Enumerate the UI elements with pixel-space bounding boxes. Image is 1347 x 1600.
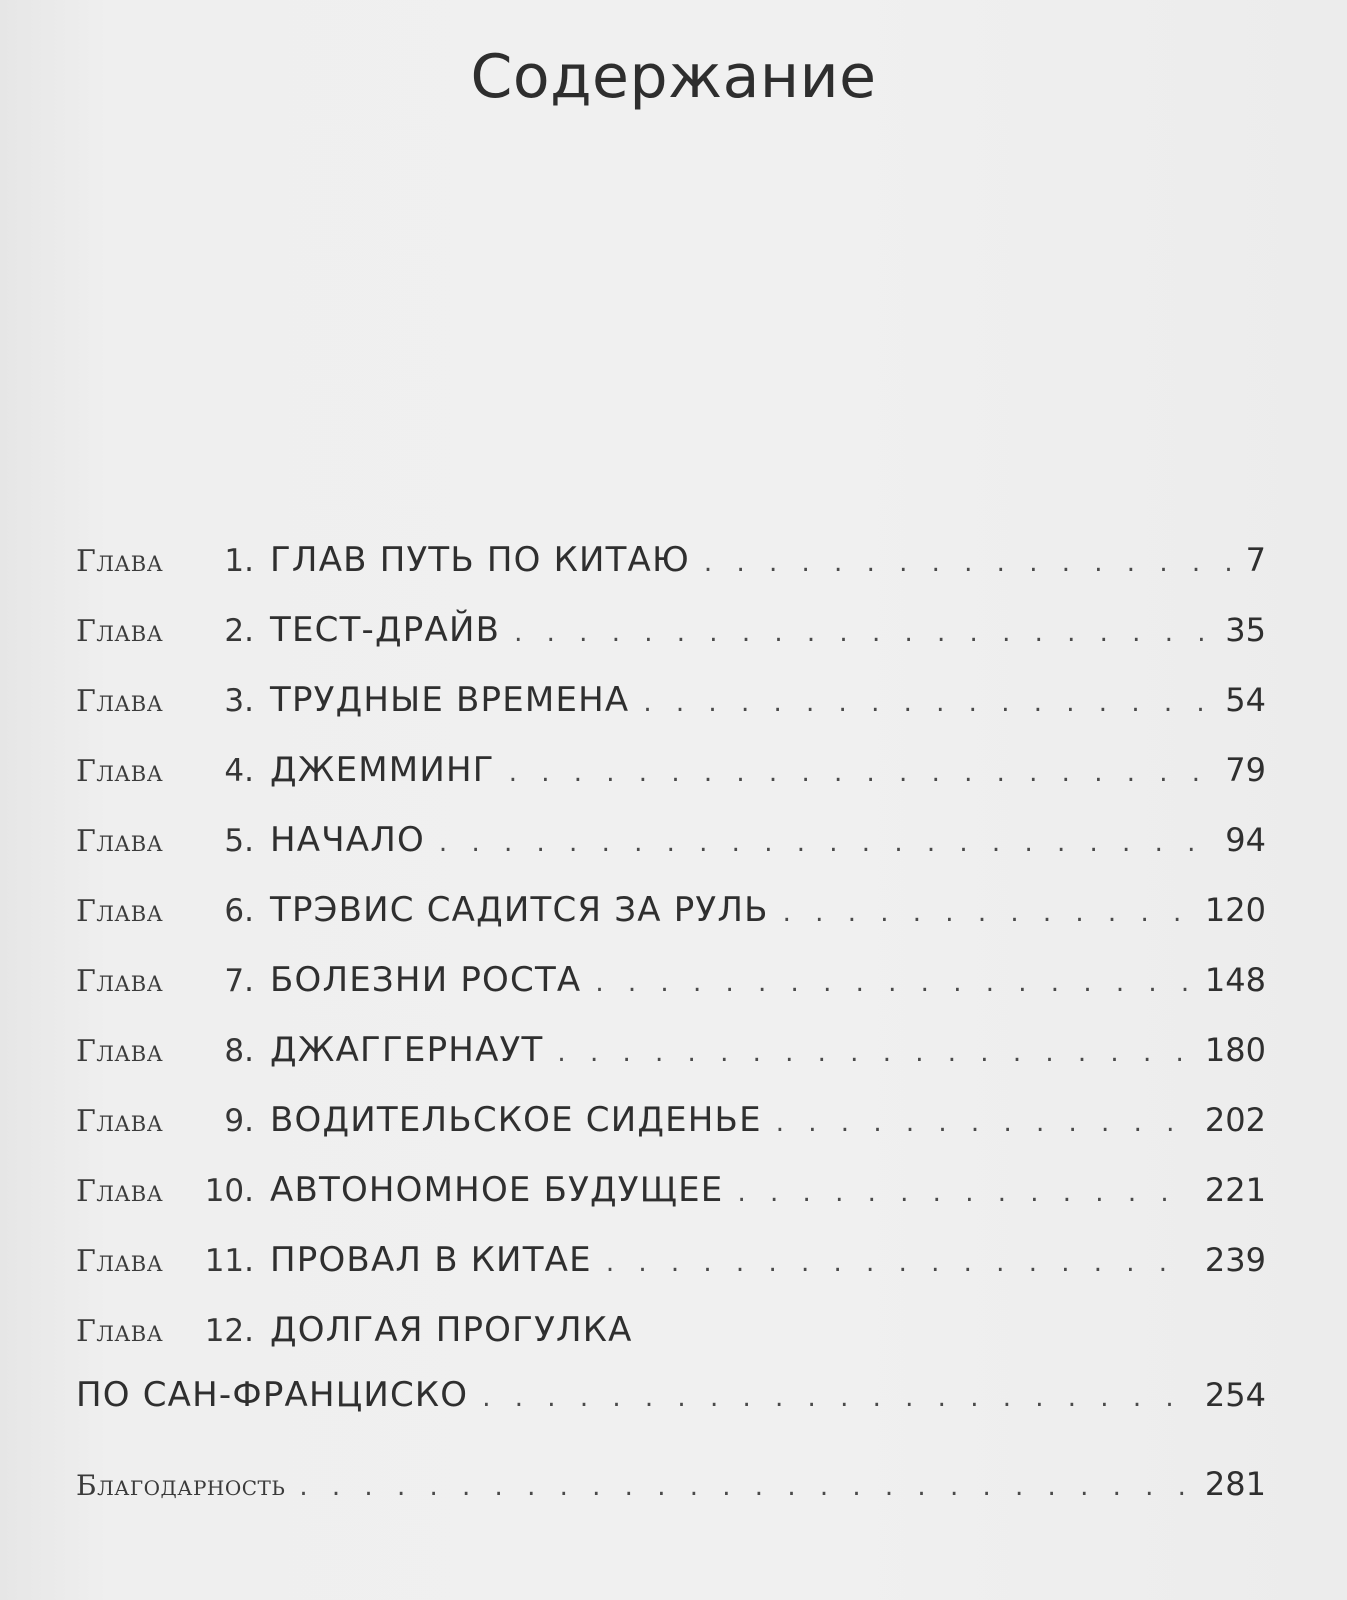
chapter-label: Глава xyxy=(76,1104,164,1139)
chapter-title: АВТОНОМНОЕ БУДУЩЕЕ xyxy=(270,1170,724,1210)
chapter-title: ДЖЕММИНГ xyxy=(270,750,495,790)
chapter-number: 7. xyxy=(224,963,254,999)
chapter-number: 9. xyxy=(224,1103,254,1139)
chapter-title: ТРЭВИС САДИТСЯ ЗА РУЛЬ xyxy=(270,890,769,930)
page-title: Содержание xyxy=(470,42,877,112)
page-number: 94 xyxy=(1225,821,1266,859)
chapter-number: 1. xyxy=(224,543,254,579)
chapter-title: НАЧАЛО xyxy=(270,820,425,860)
chapter-label: Глава xyxy=(76,1174,164,1209)
toc-entry xyxy=(76,680,1266,740)
page-number: 54 xyxy=(1225,681,1266,719)
page-number: 35 xyxy=(1225,611,1266,649)
page-number: 7 xyxy=(1245,541,1266,579)
chapter-number: 10. xyxy=(204,1173,254,1209)
toc-entry xyxy=(76,540,1266,600)
chapter-label: Глава xyxy=(76,894,164,929)
dot-leader xyxy=(704,548,1232,578)
page-number: 79 xyxy=(1225,751,1266,789)
chapter-title: ГЛАВ ПУТЬ ПО КИТАЮ xyxy=(270,540,690,580)
chapter-label: Глава xyxy=(76,824,164,859)
dot-leader xyxy=(776,1108,1191,1138)
chapter-number: 11. xyxy=(204,1243,254,1279)
chapter-number: 8. xyxy=(224,1033,254,1069)
toc-entry-continuation xyxy=(76,1375,1266,1435)
chapter-title: ТРУДНЫЕ ВРЕМЕНА xyxy=(270,680,630,720)
dot-leader xyxy=(595,968,1191,998)
acknowledgements-label: Благодарность xyxy=(76,1469,286,1502)
dot-leader xyxy=(783,898,1191,928)
toc-entry xyxy=(76,1100,1266,1160)
dot-leader xyxy=(299,1472,1191,1502)
page-number: 148 xyxy=(1204,961,1266,999)
dot-leader xyxy=(606,1248,1191,1278)
dot-leader xyxy=(482,1383,1191,1413)
chapter-label: Глава xyxy=(76,1034,164,1069)
chapter-title: ПРОВАЛ В КИТАЕ xyxy=(270,1240,592,1280)
toc-entry xyxy=(76,960,1266,1020)
dot-leader xyxy=(514,618,1211,648)
chapter-label: Глава xyxy=(76,684,164,719)
chapter-number: 2. xyxy=(224,613,254,649)
dot-leader xyxy=(643,688,1211,718)
chapter-title: ВОДИТЕЛЬСКОЕ СИДЕНЬЕ xyxy=(270,1100,762,1140)
toc-entry xyxy=(76,1310,1266,1370)
chapter-title: БОЛЕЗНИ РОСТА xyxy=(270,960,582,1000)
toc-entry-acknowledgements xyxy=(76,1465,1266,1525)
page-number: 180 xyxy=(1204,1031,1266,1069)
page-number: 221 xyxy=(1204,1171,1266,1209)
dot-leader xyxy=(557,1038,1191,1068)
page-number: 254 xyxy=(1204,1376,1266,1414)
chapter-label: Глава xyxy=(76,1244,164,1279)
toc-entry xyxy=(76,1240,1266,1300)
dot-leader xyxy=(509,758,1212,788)
toc-entry xyxy=(76,750,1266,810)
chapter-number: 4. xyxy=(224,753,254,789)
chapter-number: 3. xyxy=(224,683,254,719)
page-number: 202 xyxy=(1204,1101,1266,1139)
dot-leader xyxy=(737,1178,1190,1208)
page-number: 239 xyxy=(1204,1241,1266,1279)
chapter-title: ТЕСТ-ДРАЙВ xyxy=(270,610,501,650)
toc-entry xyxy=(76,1030,1266,1090)
chapter-label: Глава xyxy=(76,544,164,579)
dot-leader xyxy=(439,828,1211,858)
chapter-label: Глава xyxy=(76,754,164,789)
chapter-label: Глава xyxy=(76,964,164,999)
chapter-number: 5. xyxy=(224,823,254,859)
toc-entry xyxy=(76,1170,1266,1230)
page-number: 281 xyxy=(1204,1465,1266,1503)
chapter-label: Глава xyxy=(76,1314,164,1349)
chapter-number: 12. xyxy=(204,1313,254,1349)
toc-entry xyxy=(76,890,1266,950)
chapter-label: Глава xyxy=(76,614,164,649)
chapter-number: 6. xyxy=(224,893,254,929)
chapter-title-continuation: ПО САН-ФРАНЦИСКО xyxy=(76,1375,469,1415)
page-number: 120 xyxy=(1204,891,1266,929)
chapter-title: ДОЛГАЯ ПРОГУЛКА xyxy=(270,1310,633,1350)
toc-entry xyxy=(76,820,1266,880)
toc-entry xyxy=(76,610,1266,670)
chapter-title: ДЖАГГЕРНАУТ xyxy=(270,1030,544,1070)
